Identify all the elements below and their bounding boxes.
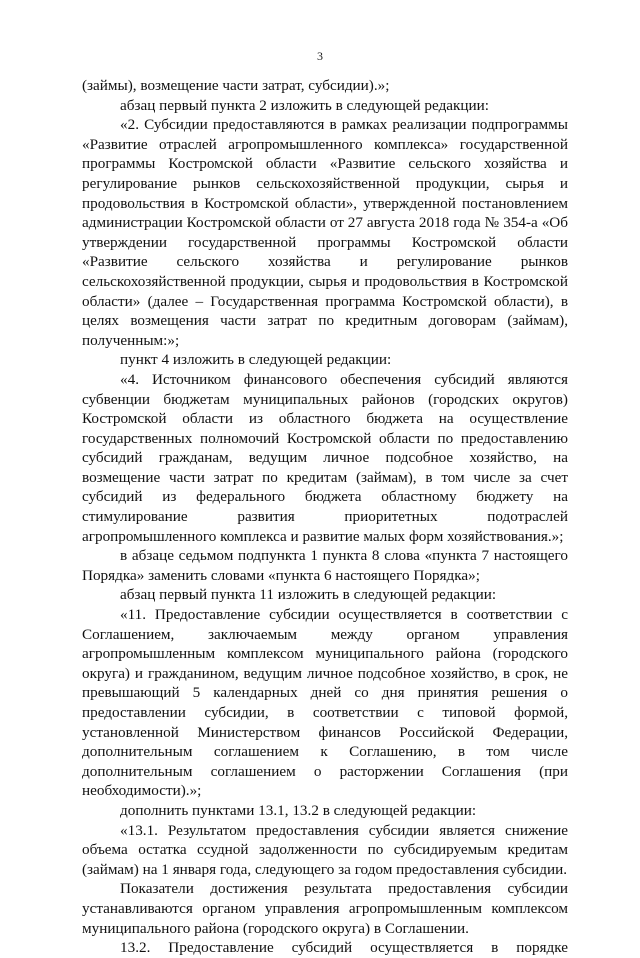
paragraph: «13.1. Результатом предоставления субсидии является снижение объема остатка ссудной задолженности по субсидируемым кредитам (займам) на 1 января года, следующего за годом предоставления субсидии. <box>82 821 568 878</box>
paragraph: в абзаце седьмом подпункта 1 пункта 8 слова «пункта 7 настоящего Порядка» заменить словами «пункта 6 настоящего Порядка»; <box>82 547 568 584</box>
paragraph: «2. Субсидии предоставляются в рамках реализации подпрограммы «Развитие отраслей агропромышленного комплекса» государственной программы Костромской области «Развитие сельского хозяйства и регулирование рынков сельскохозяйственной продукции, сырья и продовольствия в Костромской области», утвержденной постановлением администрации Костромской области от 27 августа 2018 года № 354-а «Об утверждении государственной программы Костромской области «Развитие сельского хозяйства и регулирование рынков сельскохозяйственной продукции, сырья и продовольствия в Костромской области» (далее – Государственная программа Костромской области), в целях возмещения части затрат по кредитным договорам (займам), полученным:»; <box>82 116 568 349</box>
paragraph: дополнить пунктами 13.1, 13.2 в следующей редакции: <box>120 801 477 819</box>
page-number: 3 <box>317 49 323 63</box>
paragraph: «11. Предоставление субсидии осуществляется в соответствии с Соглашением, заключаемым между органом управления агропромышленным комплексом муниципального района (городского округа) и гражданином, ведущим личное подсобное хозяйство, в срок, не превышающий 5 календарных дней со дня принятия решения о предоставлении субсидии, в соответствии с типовой формой, установленной Министерством финансов Российской Федерации, дополнительным соглашением к Соглашению, в том числе дополнительным соглашением о расторжении Соглашения (при необходимости).»; <box>82 606 568 800</box>
paragraph: Показатели достижения результата предоставления субсидии устанавливаются органом управления агропромышленным комплексом муниципального района (городского округа) в Соглашении. <box>82 880 568 937</box>
paragraph: абзац первый пункта 2 изложить в следующей редакции: <box>120 96 490 114</box>
paragraph: (займы), возмещение части затрат, субсидии).»; <box>82 77 390 94</box>
paragraph: «4. Источником финансового обеспечения субсидий являются субвенции бюджетам муниципальных районов (городских округов) Костромской области из областного бюджета на осуществление государственных полномочий Костромской области по предоставлению субсидий гражданам, ведущим личное подсобное хозяйство, на возмещение части затрат по кредитам (займам), в том числе за счет субсидий из федерального бюджета областному бюджету на стимулирование развития приоритетных подотраслей агропромышленного комплекса и развитие малых форм хозяйствования.»; <box>82 370 568 545</box>
paragraph: абзац первый пункта 11 изложить в следующей редакции: <box>120 586 497 604</box>
document-body <box>82 76 568 958</box>
paragraph: 13.2. Предоставление субсидий осуществляется в порядке <box>120 939 568 957</box>
paragraph: пункт 4 изложить в следующей редакции: <box>120 351 392 369</box>
